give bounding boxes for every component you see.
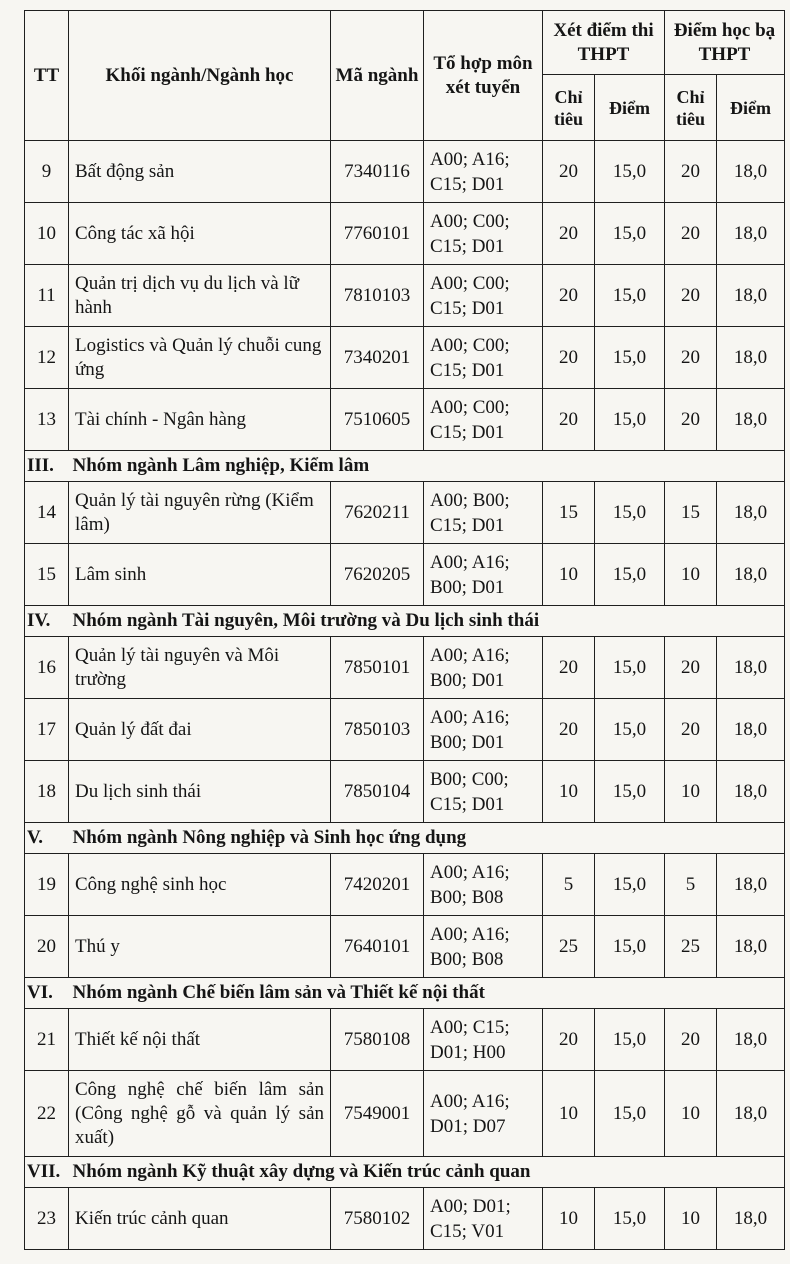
record-score: 18,0 — [717, 203, 785, 265]
record-score: 18,0 — [717, 761, 785, 823]
major-name: Kiến trúc cảnh quan — [69, 1188, 331, 1250]
group-filler — [717, 978, 785, 1009]
major-name: Công tác xã hội — [69, 203, 331, 265]
group-filler — [717, 606, 785, 637]
subject-combination — [424, 637, 543, 699]
subject-combination — [424, 1009, 543, 1071]
combination-line-2: B00; B08 — [430, 886, 504, 908]
major-code: 7760101 — [331, 203, 424, 265]
table-row — [25, 389, 785, 451]
table-row — [25, 637, 785, 699]
group-name: Nhóm ngành Kỹ thuật xây dựng và Kiến trúc cảnh quan — [69, 1157, 717, 1188]
exam-score: 15,0 — [595, 389, 665, 451]
record-quota: 10 — [665, 1071, 717, 1157]
row-number: 14 — [25, 482, 69, 544]
major-code: 7850104 — [331, 761, 424, 823]
table-row — [25, 916, 785, 978]
header-exam-group: Xét điểm thi THPT — [543, 11, 665, 75]
combination-line-1: A00; D01; — [430, 1195, 511, 1217]
major-code: 7580102 — [331, 1188, 424, 1250]
exam-quota: 20 — [543, 141, 595, 203]
major-code: 7510605 — [331, 389, 424, 451]
record-quota: 10 — [665, 1188, 717, 1250]
combination-line-1: A00; A16; — [430, 923, 510, 945]
row-number: 18 — [25, 761, 69, 823]
subject-combination — [424, 699, 543, 761]
major-name: Du lịch sinh thái — [69, 761, 331, 823]
group-number: IV. — [25, 606, 69, 637]
record-score: 18,0 — [717, 637, 785, 699]
combination-line-1: A00; A16; — [430, 706, 510, 728]
table-row — [25, 761, 785, 823]
major-name: Quản lý tài nguyên và Môi trường — [69, 637, 331, 699]
row-number: 22 — [25, 1071, 69, 1157]
combination-line-2: B00; D01 — [430, 731, 505, 753]
subject-combination — [424, 1188, 543, 1250]
combination-line-2: C15; D01 — [430, 173, 505, 195]
combination-line-1: B00; C00; — [430, 768, 509, 790]
exam-score: 15,0 — [595, 544, 665, 606]
subject-combination — [424, 544, 543, 606]
record-score: 18,0 — [717, 265, 785, 327]
record-quota: 20 — [665, 141, 717, 203]
record-score: 18,0 — [717, 482, 785, 544]
major-name: Thiết kế nội thất — [69, 1009, 331, 1071]
exam-quota: 20 — [543, 203, 595, 265]
combination-line-1: A00; C15; — [430, 1016, 510, 1038]
major-code: 7420201 — [331, 854, 424, 916]
record-quota: 5 — [665, 854, 717, 916]
record-score: 18,0 — [717, 854, 785, 916]
row-number: 13 — [25, 389, 69, 451]
exam-quota: 20 — [543, 1009, 595, 1071]
exam-score: 15,0 — [595, 482, 665, 544]
exam-quota: 20 — [543, 389, 595, 451]
exam-quota: 15 — [543, 482, 595, 544]
table-row — [25, 1071, 785, 1157]
group-number: III. — [25, 451, 69, 482]
record-score: 18,0 — [717, 1009, 785, 1071]
major-code: 7850103 — [331, 699, 424, 761]
major-name: Tài chính - Ngân hàng — [69, 389, 331, 451]
exam-quota: 20 — [543, 637, 595, 699]
major-code: 7620211 — [331, 482, 424, 544]
subject-combination — [424, 854, 543, 916]
major-name: Bất động sản — [69, 141, 331, 203]
admission-table-page — [24, 10, 785, 1250]
major-name: Quản lý đất đai — [69, 699, 331, 761]
record-quota: 20 — [665, 265, 717, 327]
table-row — [25, 141, 785, 203]
combination-line-2: C15; D01 — [430, 514, 505, 536]
row-number: 12 — [25, 327, 69, 389]
record-quota: 10 — [665, 544, 717, 606]
record-score: 18,0 — [717, 544, 785, 606]
subject-combination — [424, 389, 543, 451]
combination-line-1: A00; C00; — [430, 334, 510, 356]
combination-line-2: B00; D01 — [430, 669, 505, 691]
table-row — [25, 265, 785, 327]
major-name: Quản trị dịch vụ du lịch và lữ hành — [69, 265, 331, 327]
subject-combination — [424, 482, 543, 544]
record-score: 18,0 — [717, 141, 785, 203]
table-row — [25, 1188, 785, 1250]
combination-line-2: C15; V01 — [430, 1220, 505, 1242]
header-tt: TT — [25, 11, 69, 141]
exam-score: 15,0 — [595, 1188, 665, 1250]
combination-line-1: A00; A16; — [430, 861, 510, 883]
exam-score: 15,0 — [595, 854, 665, 916]
major-code: 7340201 — [331, 327, 424, 389]
major-name: Công nghệ chế biến lâm sản (Công nghệ gỗ và quản lý sản xuất) — [69, 1071, 331, 1157]
record-score: 18,0 — [717, 1188, 785, 1250]
major-code: 7850101 — [331, 637, 424, 699]
combination-line-2: B00; D01 — [430, 576, 505, 598]
group-row — [25, 606, 785, 637]
group-row — [25, 451, 785, 482]
record-quota: 20 — [665, 327, 717, 389]
exam-quota: 5 — [543, 854, 595, 916]
group-number: VII. — [25, 1157, 69, 1188]
group-row — [25, 823, 785, 854]
combination-line-2: C15; D01 — [430, 793, 505, 815]
exam-score: 15,0 — [595, 203, 665, 265]
group-name: Nhóm ngành Nông nghiệp và Sinh học ứng dụng — [69, 823, 717, 854]
combination-line-2: B00; B08 — [430, 948, 504, 970]
combination-line-1: A00; C00; — [430, 272, 510, 294]
record-quota: 25 — [665, 916, 717, 978]
table-row — [25, 854, 785, 916]
group-row — [25, 1157, 785, 1188]
combination-line-1: A00; B00; — [430, 489, 510, 511]
major-code: 7549001 — [331, 1071, 424, 1157]
admission-table — [24, 10, 785, 1250]
record-score: 18,0 — [717, 327, 785, 389]
group-name: Nhóm ngành Tài nguyên, Môi trường và Du lịch sinh thái — [69, 606, 717, 637]
row-number: 9 — [25, 141, 69, 203]
major-code: 7640101 — [331, 916, 424, 978]
row-number: 19 — [25, 854, 69, 916]
major-name: Công nghệ sinh học — [69, 854, 331, 916]
row-number: 15 — [25, 544, 69, 606]
row-number: 16 — [25, 637, 69, 699]
exam-score: 15,0 — [595, 1009, 665, 1071]
subject-combination — [424, 1071, 543, 1157]
record-score: 18,0 — [717, 699, 785, 761]
exam-score: 15,0 — [595, 637, 665, 699]
group-filler — [717, 451, 785, 482]
combination-line-2: C15; D01 — [430, 297, 505, 319]
combination-line-2: D01; H00 — [430, 1041, 506, 1063]
exam-quota: 20 — [543, 699, 595, 761]
combination-line-2: C15; D01 — [430, 359, 505, 381]
major-code: 7810103 — [331, 265, 424, 327]
exam-quota: 20 — [543, 265, 595, 327]
header-exam-quota: Chỉ tiêu — [543, 75, 595, 141]
header-record-quota: Chỉ tiêu — [665, 75, 717, 141]
table-row — [25, 327, 785, 389]
group-filler — [717, 1157, 785, 1188]
row-number: 17 — [25, 699, 69, 761]
header-code: Mã ngành — [331, 11, 424, 141]
combination-line-1: A00; C00; — [430, 396, 510, 418]
exam-score: 15,0 — [595, 141, 665, 203]
subject-combination — [424, 761, 543, 823]
record-quota: 20 — [665, 203, 717, 265]
row-number: 23 — [25, 1188, 69, 1250]
record-quota: 20 — [665, 699, 717, 761]
group-number: V. — [25, 823, 69, 854]
subject-combination — [424, 203, 543, 265]
subject-combination — [424, 327, 543, 389]
row-number: 20 — [25, 916, 69, 978]
exam-quota: 10 — [543, 1188, 595, 1250]
subject-combination — [424, 265, 543, 327]
combination-line-1: A00; A16; — [430, 1090, 510, 1112]
group-name: Nhóm ngành Chế biến lâm sản và Thiết kế nội thất — [69, 978, 717, 1009]
record-quota: 20 — [665, 1009, 717, 1071]
exam-quota: 10 — [543, 1071, 595, 1157]
exam-quota: 20 — [543, 327, 595, 389]
exam-quota: 10 — [543, 761, 595, 823]
combination-line-2: D01; D07 — [430, 1115, 506, 1137]
table-row — [25, 482, 785, 544]
group-row — [25, 978, 785, 1009]
header-major: Khối ngành/Ngành học — [69, 11, 331, 141]
group-filler — [717, 823, 785, 854]
combination-line-1: A00; C00; — [430, 210, 510, 232]
exam-score: 15,0 — [595, 699, 665, 761]
record-quota: 20 — [665, 389, 717, 451]
exam-score: 15,0 — [595, 265, 665, 327]
combination-line-1: A00; A16; — [430, 148, 510, 170]
row-number: 21 — [25, 1009, 69, 1071]
table-body — [25, 141, 785, 1250]
major-name: Quản lý tài nguyên rừng (Kiểm lâm) — [69, 482, 331, 544]
exam-score: 15,0 — [595, 761, 665, 823]
record-score: 18,0 — [717, 916, 785, 978]
group-number: VI. — [25, 978, 69, 1009]
header-record-score: Điểm — [717, 75, 785, 141]
exam-score: 15,0 — [595, 327, 665, 389]
record-quota: 10 — [665, 761, 717, 823]
subject-combination — [424, 916, 543, 978]
group-name: Nhóm ngành Lâm nghiệp, Kiểm lâm — [69, 451, 717, 482]
exam-score: 15,0 — [595, 916, 665, 978]
combination-line-1: A00; A16; — [430, 644, 510, 666]
record-quota: 20 — [665, 637, 717, 699]
table-row — [25, 203, 785, 265]
major-code: 7340116 — [331, 141, 424, 203]
table-row — [25, 1009, 785, 1071]
combination-line-1: A00; A16; — [430, 551, 510, 573]
header-record-group: Điểm học bạ THPT — [665, 11, 785, 75]
table-row — [25, 699, 785, 761]
subject-combination — [424, 141, 543, 203]
table-row — [25, 544, 785, 606]
combination-line-2: C15; D01 — [430, 235, 505, 257]
row-number: 11 — [25, 265, 69, 327]
major-code: 7620205 — [331, 544, 424, 606]
major-code: 7580108 — [331, 1009, 424, 1071]
row-number: 10 — [25, 203, 69, 265]
exam-score: 15,0 — [595, 1071, 665, 1157]
header-exam-score: Điểm — [595, 75, 665, 141]
record-score: 18,0 — [717, 1071, 785, 1157]
combination-line-2: C15; D01 — [430, 421, 505, 443]
record-score: 18,0 — [717, 389, 785, 451]
exam-quota: 10 — [543, 544, 595, 606]
major-name: Lâm sinh — [69, 544, 331, 606]
header-combo: Tổ hợp môn xét tuyển — [424, 11, 543, 141]
major-name: Thú y — [69, 916, 331, 978]
exam-quota: 25 — [543, 916, 595, 978]
record-quota: 15 — [665, 482, 717, 544]
major-name: Logistics và Quản lý chuỗi cung ứng — [69, 327, 331, 389]
